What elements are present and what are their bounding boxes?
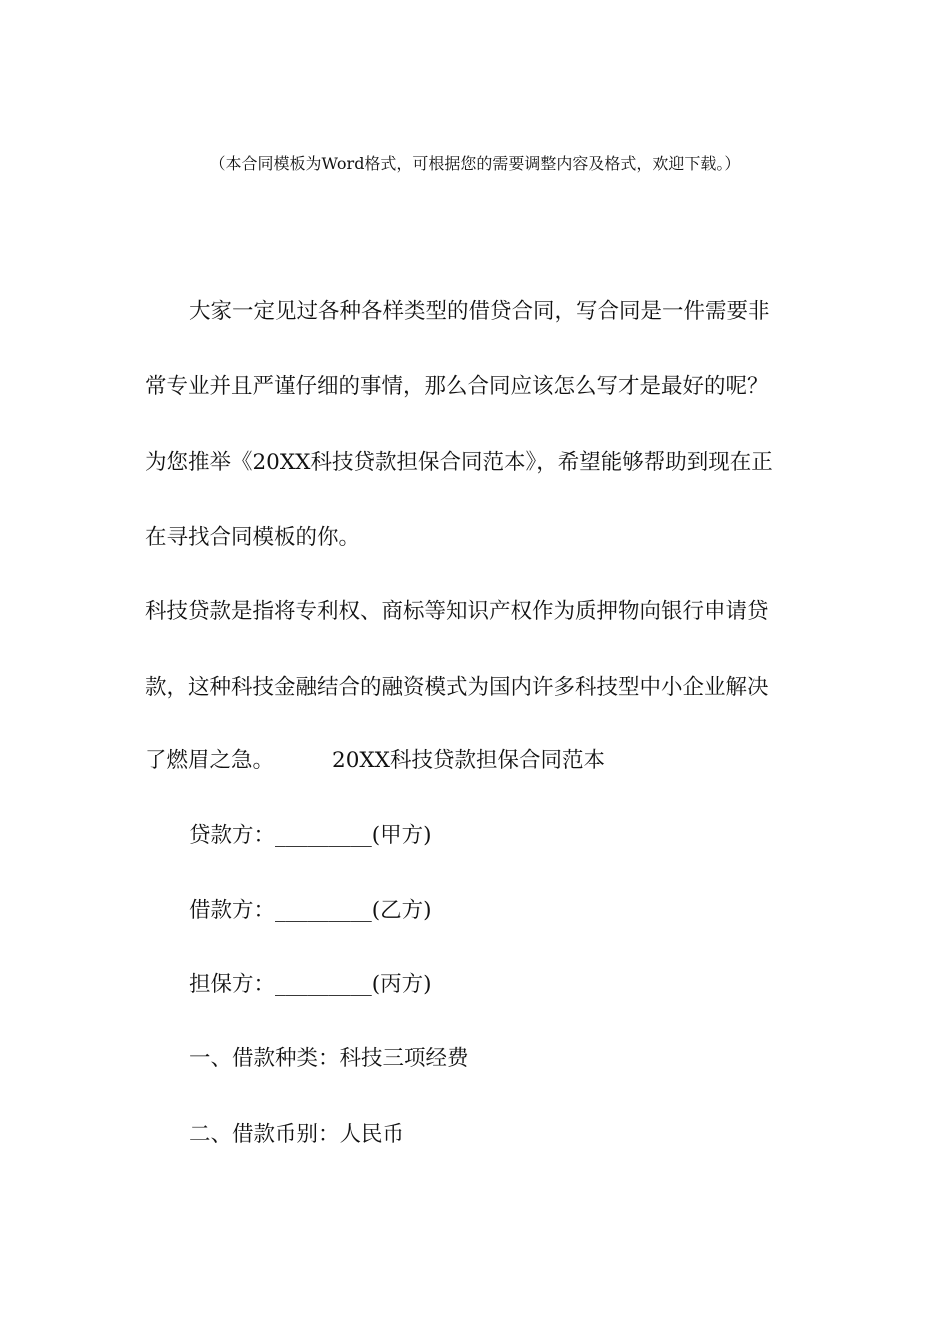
template-note: （本合同模板为Word格式，可根据您的需要调整内容及格式，欢迎下载。） — [209, 154, 741, 173]
intro-line-3: 为您推举《20XX科技贷款担保合同范本》，希望能够帮助到现在正 — [145, 450, 773, 475]
intro-line-4: 在寻找合同模板的你。 — [145, 525, 361, 550]
desc-line-3: 了燃眉之急。 — [145, 748, 275, 773]
party-guarantor: 担保方：_________(丙方) — [189, 972, 432, 997]
intro-line-2: 常专业并且严谨仔细的事情，那么合同应该怎么写才是最好的呢？ — [145, 374, 769, 399]
intro-line-1: 大家一定见过各种各样类型的借贷合同，写合同是一件需要非 — [189, 299, 770, 324]
clause-currency: 二、借款币别：人民币 — [189, 1122, 405, 1147]
party-borrower: 借款方：_________(乙方) — [189, 898, 432, 923]
desc-line-3-row — [145, 745, 605, 777]
contract-title: 20XX科技贷款担保合同范本 — [332, 748, 605, 773]
desc-line-2: 款，这种科技金融结合的融资模式为国内许多科技型中小企业解决 — [145, 675, 769, 700]
desc-line-1: 科技贷款是指将专利权、商标等知识产权作为质押物向银行申请贷 — [145, 599, 769, 624]
party-lender: 贷款方：_________(甲方) — [189, 823, 432, 848]
clause-loan-type: 一、借款种类：科技三项经费 — [189, 1046, 469, 1071]
